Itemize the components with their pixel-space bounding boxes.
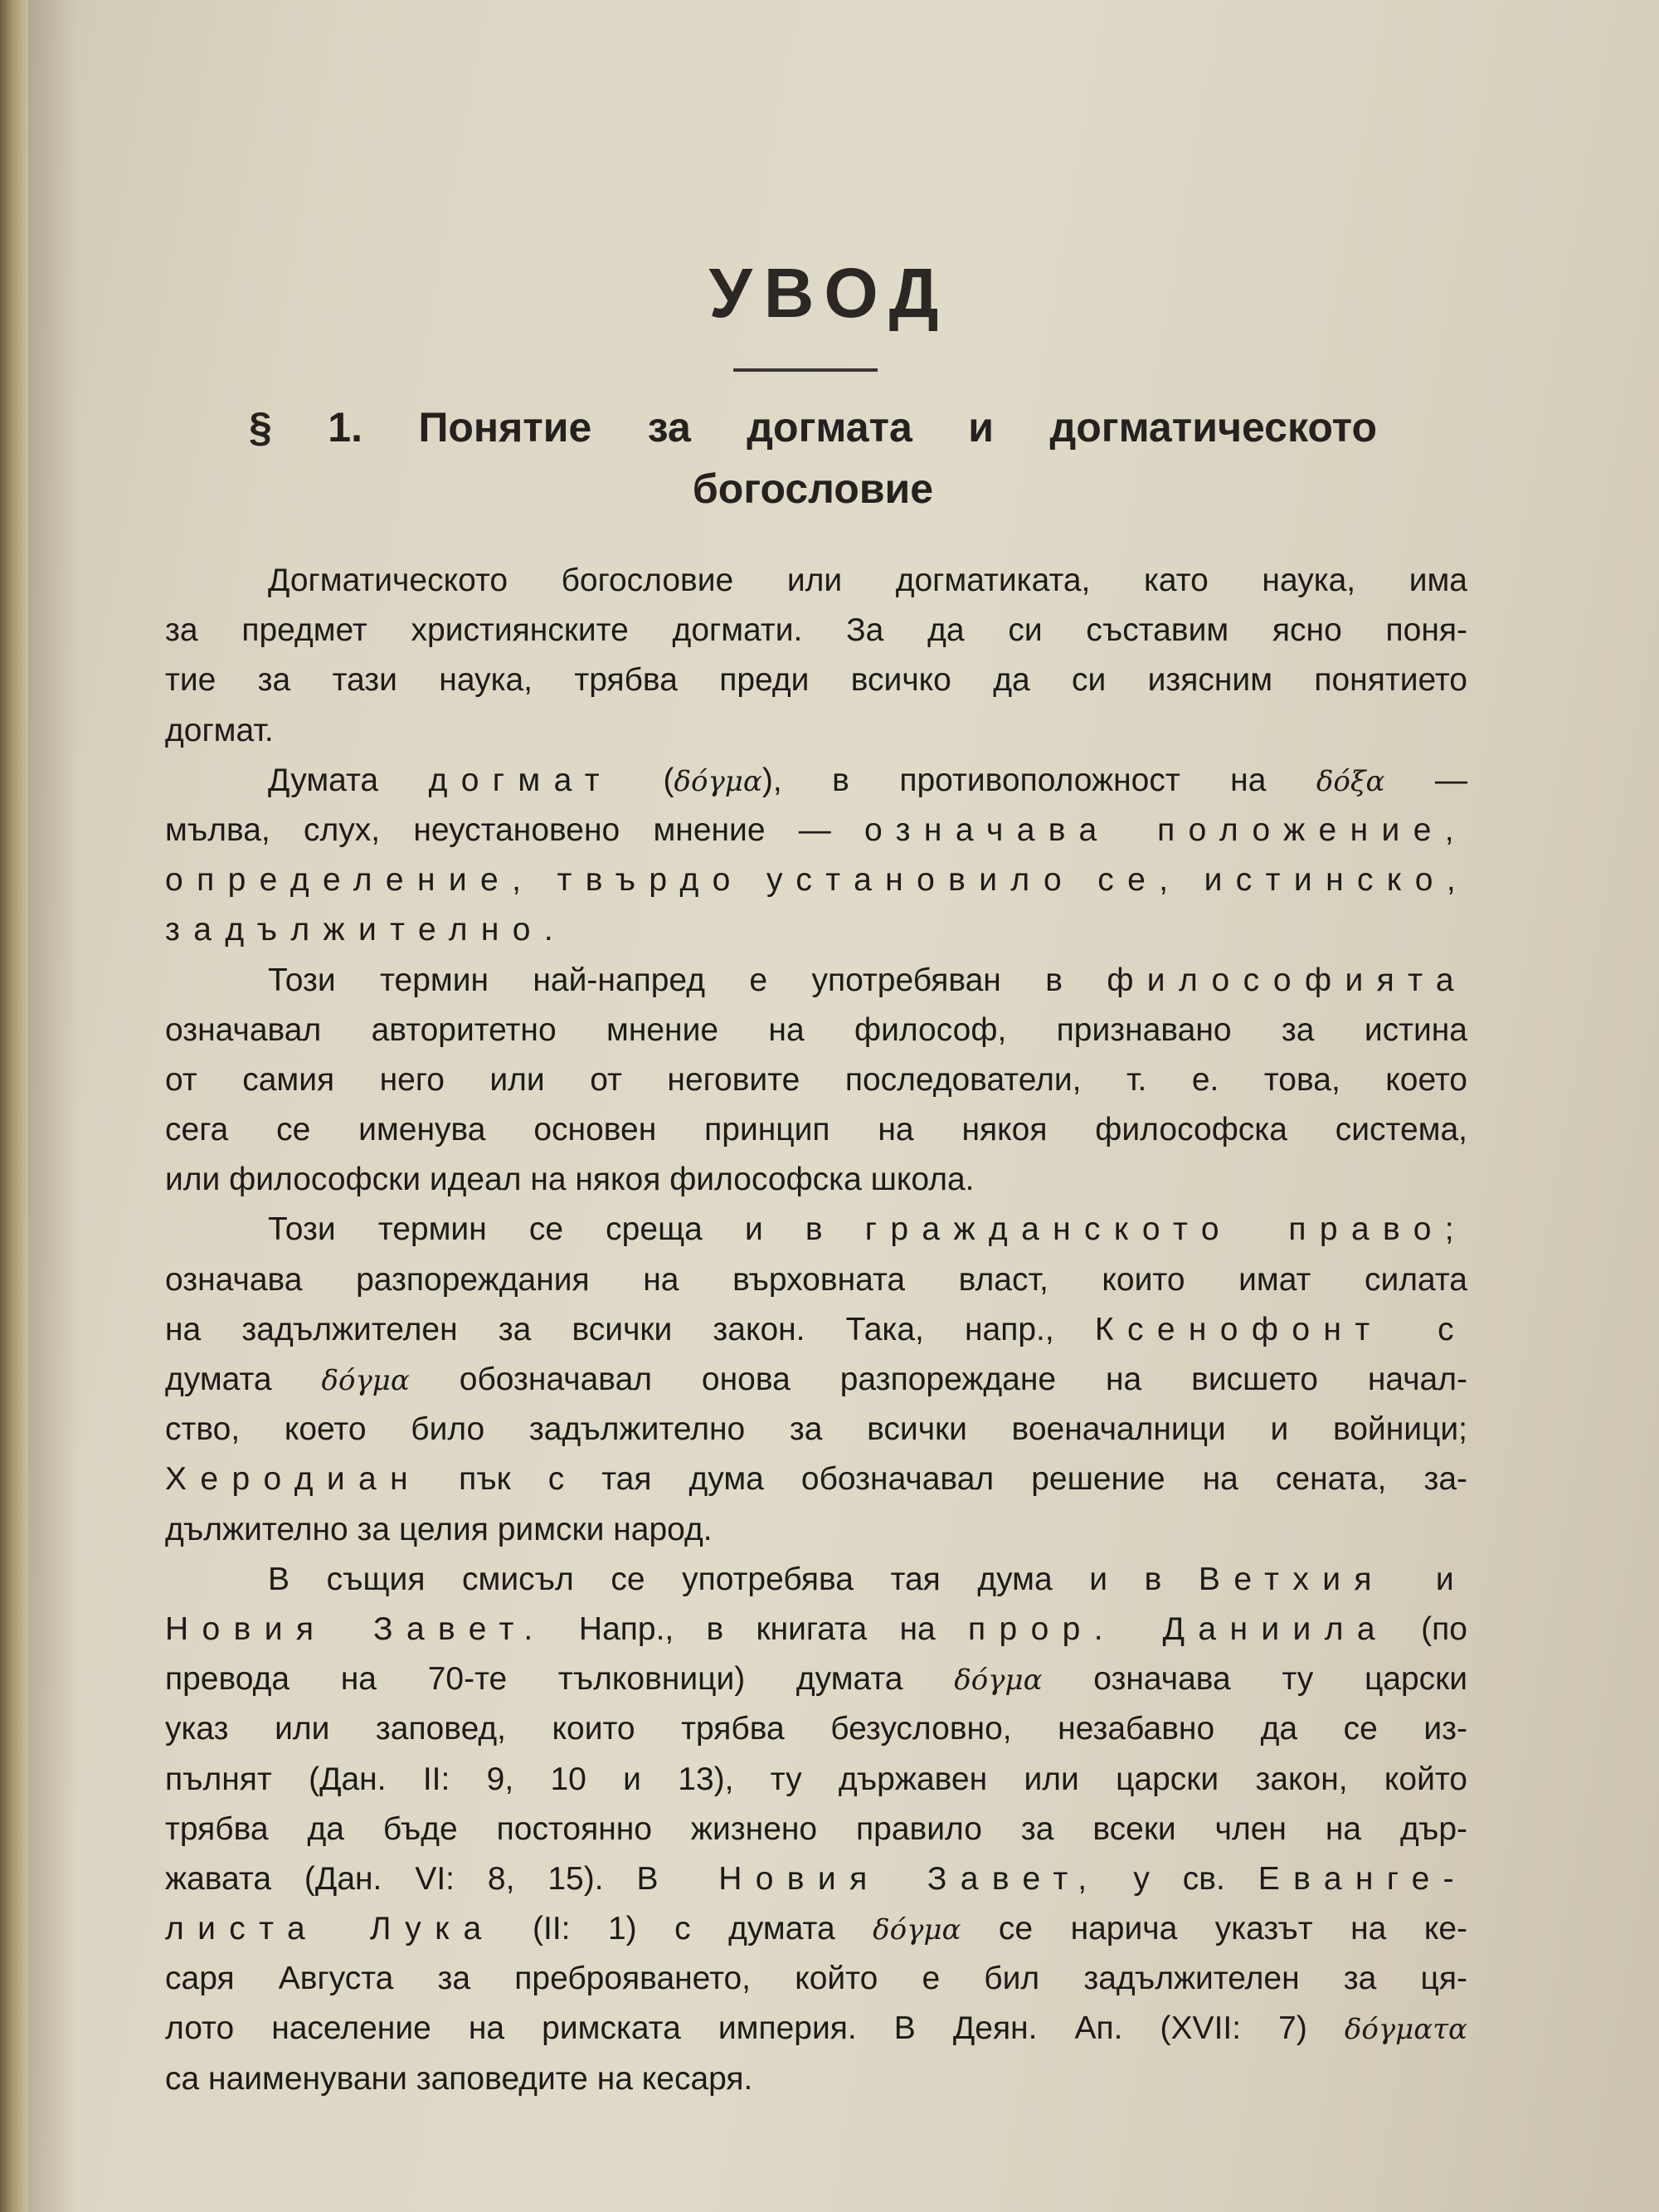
text-segment: (по bbox=[1388, 1610, 1467, 1647]
text-line bbox=[165, 1355, 1467, 1405]
text-line bbox=[165, 1405, 1467, 1454]
text-segment: Този термин се среща и в bbox=[268, 1211, 865, 1248]
text-segment: от самия него или от неговите последователи, т. е. това, което bbox=[165, 1061, 1467, 1098]
text-segment: жавата (Дан. VI: 8, 15). bbox=[165, 1860, 637, 1897]
body-text bbox=[165, 556, 1470, 2104]
emphasized-text: определение, твърдо установило се, истинско, bbox=[165, 862, 1470, 899]
text-line bbox=[165, 1255, 1467, 1305]
text-segment: означава ту царски bbox=[1042, 1661, 1468, 1698]
text-segment: ), в противоположност на bbox=[761, 762, 1316, 798]
text-segment: Напр., в книгата на bbox=[546, 1610, 968, 1647]
text-line bbox=[165, 1854, 1467, 1904]
text-segment: сега се именува основен принцип на някоя философска система, bbox=[165, 1112, 1467, 1148]
text-segment: пълнят (Дан. II: 9, 10 и 13), ту държавен или царски закон, който bbox=[165, 1761, 1467, 1797]
text-line bbox=[165, 2004, 1467, 2054]
text-line bbox=[165, 655, 1467, 705]
emphasized-text: догмат bbox=[428, 762, 614, 798]
text-segment: са наименувани заповедите на кесаря. bbox=[165, 2060, 753, 2097]
chapter-title: УВОД bbox=[708, 254, 951, 332]
text-segment: означавал авторитетно мнение на философ, признавано за истина bbox=[165, 1011, 1467, 1048]
emphasized-text: означава положение, bbox=[864, 811, 1467, 848]
text-segment: тие за тази наука, трябва преди всичко да си изясним понятието bbox=[165, 662, 1467, 699]
text-line bbox=[165, 1654, 1467, 1704]
text-line bbox=[165, 1555, 1467, 1605]
greek-term: δόγμα bbox=[674, 764, 762, 798]
text-line bbox=[165, 1605, 1467, 1654]
emphasized-text: В Новия Завет, bbox=[636, 1860, 1101, 1897]
emphasized-text: философията bbox=[1107, 962, 1467, 998]
text-segment: Думата bbox=[268, 762, 429, 798]
text-line bbox=[165, 1805, 1467, 1854]
text-line bbox=[165, 905, 1467, 955]
greek-term: δόγμα bbox=[954, 1664, 1043, 1698]
text-line bbox=[165, 706, 1467, 756]
text-line bbox=[165, 1505, 1467, 1555]
text-segment: превода на 70-те тълковници) думата bbox=[165, 1661, 955, 1698]
emphasized-text: листа Лука bbox=[165, 1911, 495, 1947]
greek-term: δόγμα bbox=[321, 1364, 410, 1397]
text-line bbox=[165, 1055, 1467, 1105]
section-heading-line-1: § 1. Понятие за догмата и догматическото bbox=[249, 404, 1377, 451]
text-line bbox=[165, 1155, 1467, 1205]
emphasized-text: прор. Даниила bbox=[968, 1610, 1389, 1647]
text-segment: или философски идеал на някоя философска школа. bbox=[165, 1162, 975, 1198]
emphasized-text: задължително. bbox=[165, 912, 567, 948]
text-segment: за предмет християнските догмати. За да си съставим ясно поня- bbox=[165, 612, 1467, 649]
title-divider bbox=[733, 368, 878, 372]
text-segment: ( bbox=[613, 762, 674, 798]
text-segment: трябва да бъде постоянно жизнено правило за всеки член на дър- bbox=[165, 1810, 1467, 1847]
emphasized-text: гражданското право; bbox=[864, 1211, 1467, 1248]
text-segment: дължително за целия римски народ. bbox=[165, 1511, 713, 1547]
emphasized-text: Новия Завет. bbox=[165, 1610, 547, 1647]
text-line bbox=[165, 1205, 1467, 1255]
text-segment: лото население на римската империя. В Деян. Ап. (XVII: 7) bbox=[165, 2010, 1345, 2047]
text-line bbox=[165, 855, 1470, 905]
text-segment: Този термин най-напред е употребяван в bbox=[268, 962, 1107, 998]
text-line bbox=[165, 1305, 1467, 1355]
emphasized-text: Ветхия и bbox=[1198, 1561, 1468, 1597]
greek-term: δόγματα bbox=[1344, 2013, 1467, 2047]
text-segment: — bbox=[1384, 762, 1467, 798]
greek-term: δόξα bbox=[1316, 764, 1385, 798]
text-segment: думата bbox=[165, 1362, 322, 1397]
text-line bbox=[165, 606, 1467, 655]
text-line bbox=[165, 556, 1467, 606]
text-line bbox=[165, 1755, 1467, 1805]
text-line bbox=[165, 1006, 1467, 1055]
greek-term: δόγμα bbox=[873, 1913, 961, 1947]
text-segment: на задължителен за всички закон. Така, напр., bbox=[165, 1311, 1095, 1347]
text-line bbox=[165, 1954, 1467, 2004]
emphasized-text: Еванге- bbox=[1258, 1860, 1468, 1897]
emphasized-text: Херодиан bbox=[165, 1461, 422, 1498]
text-segment: указ или заповед, които трябва безусловно, незабавно да се из- bbox=[165, 1711, 1467, 1747]
text-segment: В същия смисъл се употребява тая дума и в bbox=[268, 1561, 1199, 1597]
text-segment: мълва, слух, неустановено мнение — bbox=[165, 811, 865, 848]
text-segment: ство, което било задължително за всички военачалници и войници; bbox=[165, 1411, 1467, 1448]
text-line bbox=[165, 1454, 1467, 1504]
text-segment: догмат. bbox=[165, 712, 274, 748]
text-line bbox=[165, 1105, 1467, 1155]
emphasized-text: Ксенофонт с bbox=[1094, 1311, 1467, 1347]
text-segment: саря Августа за преброяването, който е бил задължителен за ця- bbox=[165, 1961, 1467, 1997]
text-line bbox=[165, 2054, 1467, 2104]
text-segment: означава разпореждания на върховната власт, които имат силата bbox=[165, 1261, 1467, 1298]
text-segment: у св. bbox=[1100, 1860, 1258, 1897]
text-line bbox=[165, 1704, 1467, 1754]
text-segment: Догматическото богословие или догматиката, като наука, има bbox=[268, 563, 1467, 598]
section-heading-line-2: богословие bbox=[692, 465, 934, 512]
text-segment: се нарича указът на ке- bbox=[961, 1911, 1467, 1947]
text-line bbox=[165, 1904, 1467, 1954]
text-segment: обозначавал онова разпореждане на висшето начал- bbox=[409, 1362, 1467, 1397]
text-line bbox=[165, 756, 1467, 806]
text-segment: пък с тая дума обозначавал решение на сената, за- bbox=[421, 1461, 1467, 1498]
text-line bbox=[165, 806, 1467, 855]
text-line bbox=[165, 956, 1467, 1006]
text-segment: (II: 1) с думата bbox=[494, 1911, 873, 1947]
